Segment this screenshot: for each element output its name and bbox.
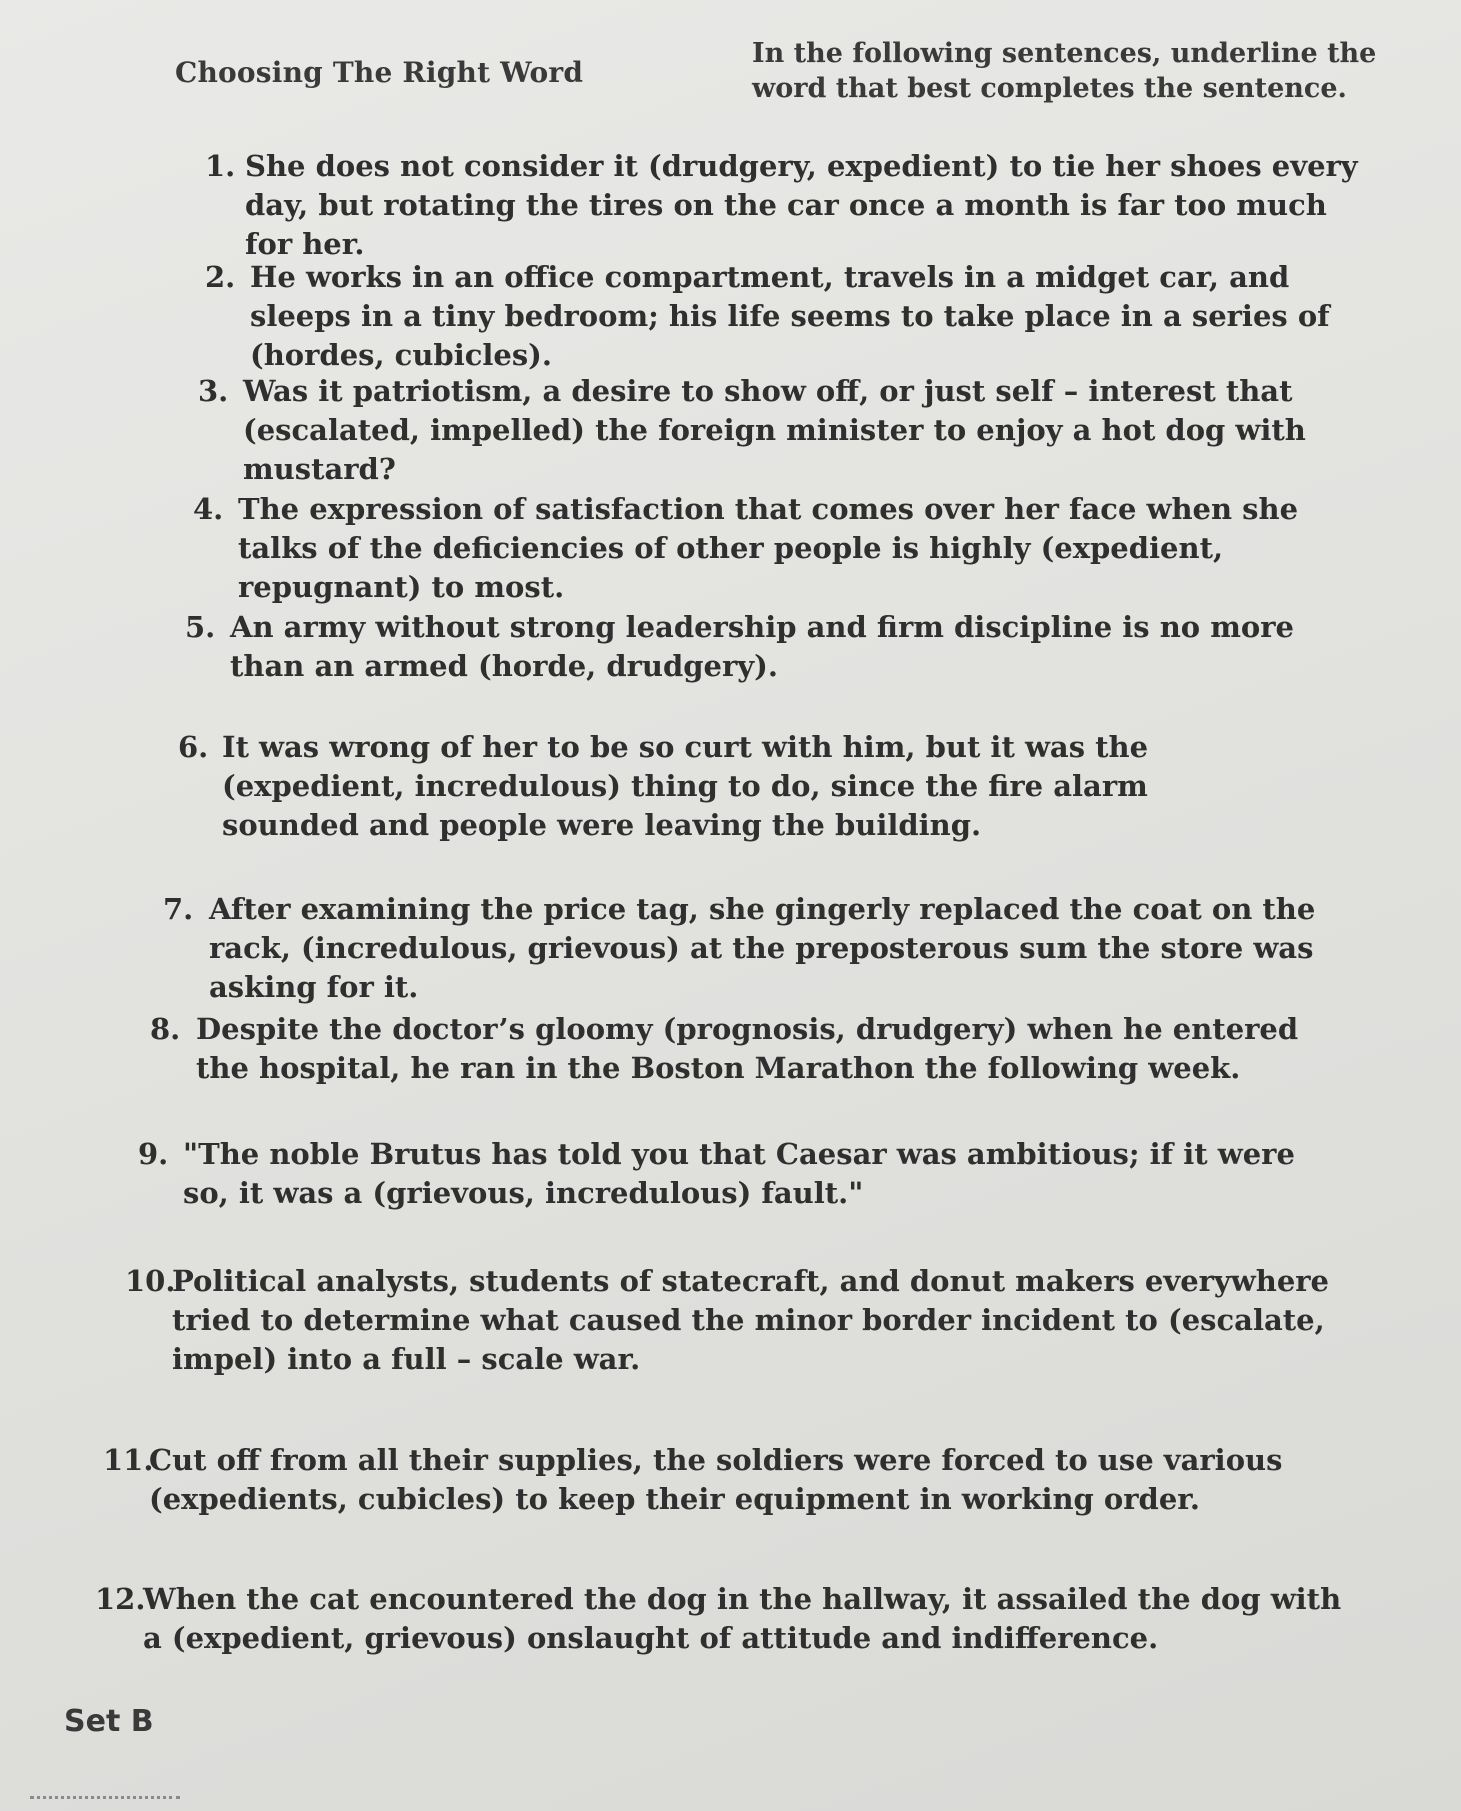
question-text: She does not consider it (drudgery, expedient) to tie her shoes every day, but rotating the tires on the car once a month is far too much for her. — [245, 149, 1358, 261]
question-number: 11. — [103, 1443, 154, 1477]
question-number: 9. — [138, 1137, 169, 1171]
question-item-10 — [125, 1262, 1395, 1379]
question-text: An army without strong leadership and firm discipline is no more than an armed (horde, drudgery). — [230, 610, 1294, 683]
question-number: 4. — [193, 492, 224, 526]
question-item-9 — [138, 1135, 1338, 1213]
set-label: Set B — [64, 1704, 154, 1739]
question-text: He works in an office compartment, travels in a midget car, and sleeps in a tiny bedroom; his life seems to take place in a series of (hordes, cubicles). — [250, 260, 1330, 372]
question-number: 3. — [198, 374, 229, 408]
question-item-5 — [185, 608, 1345, 686]
question-text: The expression of satisfaction that comes over her face when she talks of the deficiencies of other people is highly (expedient, repugnant) to most. — [238, 492, 1299, 604]
question-number: 10. — [125, 1264, 176, 1298]
worksheet-title: Choosing The Right Word — [175, 56, 584, 89]
question-text: Despite the doctor’s gloomy (prognosis, drudgery) when he entered the hospital, he ran in the Boston Marathon the following week. — [196, 1012, 1299, 1085]
question-text: Political analysts, students of statecraft, and donut makers everywhere tried to determine what caused the minor border incident to (escalate, impel) into a full – scale war. — [172, 1264, 1330, 1376]
question-number: 7. — [163, 892, 194, 926]
question-item-1 — [205, 147, 1380, 264]
question-item-4 — [193, 490, 1383, 607]
question-item-7 — [163, 890, 1373, 1007]
question-item-11 — [103, 1441, 1313, 1519]
question-text: It was wrong of her to be so curt with him, but it was the (expedient, incredulous) thing to do, since the fire alarm sounded and people were leaving the building. — [222, 730, 1149, 842]
question-item-6 — [178, 728, 1293, 845]
question-text: Cut off from all their supplies, the soldiers were forced to use various (expedients, cubicles) to keep their equipment in working order. — [149, 1443, 1283, 1516]
question-number: 2. — [205, 260, 236, 294]
question-number: 6. — [178, 730, 209, 764]
page-edge-mark — [30, 1796, 180, 1805]
question-number: 8. — [150, 1012, 181, 1046]
question-number: 12. — [95, 1582, 146, 1616]
question-number: 5. — [185, 610, 216, 644]
question-text: Was it patriotism, a desire to show off, or just self – interest that (escalated, impelled) the foreign minister to enjoy a hot dog with mustard? — [243, 374, 1306, 486]
question-text: "The noble Brutus has told you that Caesar was ambitious; if it were so, it was a (grievous, incredulous) fault." — [183, 1137, 1295, 1210]
worksheet-instructions: In the following sentences, underline the word that best completes the sentence. — [752, 38, 1377, 104]
question-text: When the cat encountered the dog in the hallway, it assailed the dog with a (expedient, grievous) onslaught of attitude and indifference. — [143, 1582, 1342, 1655]
question-number: 1. — [205, 149, 236, 183]
question-item-8 — [150, 1010, 1320, 1088]
question-text: After examining the price tag, she gingerly replaced the coat on the rack, (incredulous, grievous) at the preposterous sum the store was asking for it. — [209, 892, 1316, 1004]
question-item-2 — [205, 258, 1370, 375]
question-item-3 — [198, 372, 1368, 489]
question-item-12 — [95, 1580, 1370, 1658]
